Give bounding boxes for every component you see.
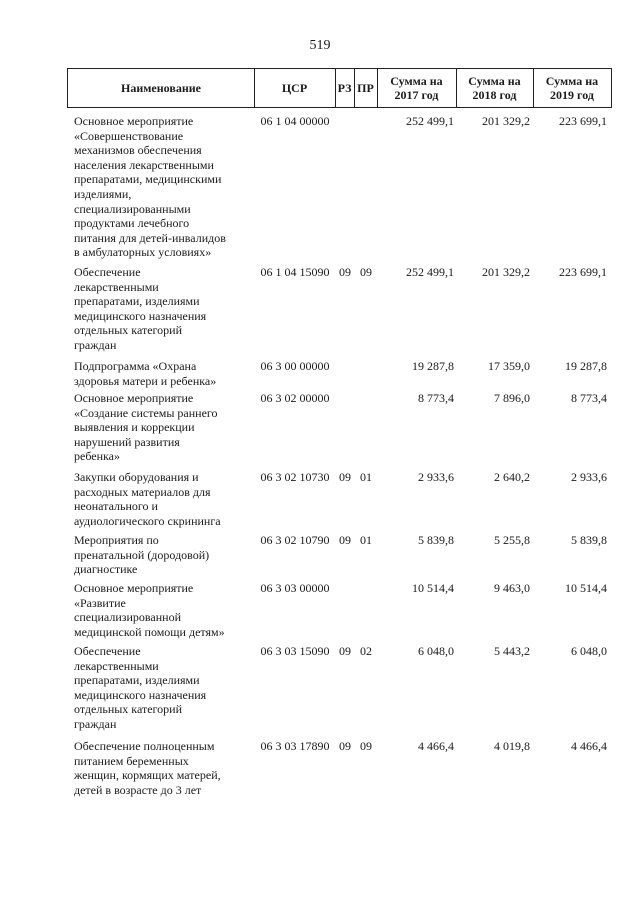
row-sum-2017: 252 499,1 bbox=[406, 265, 454, 279]
row-name: Мероприятия по пренатальной (дородовой) диагностике bbox=[74, 533, 210, 577]
row-csr: 06 3 03 15090 bbox=[260, 644, 330, 658]
row-rz: 09 bbox=[339, 265, 351, 279]
row-csr: 06 3 03 17890 bbox=[260, 739, 330, 753]
row-sum-2019: 8 773,4 bbox=[571, 391, 607, 405]
row-pr: 01 bbox=[360, 533, 372, 547]
row-sum-2017: 252 499,1 bbox=[406, 114, 454, 128]
row-name: Подпрограмма «Охрана здоровья матери и ребенка» bbox=[74, 359, 217, 388]
header-pr: ПР bbox=[354, 68, 378, 108]
header-sum-2018: Сумма на 2018 год bbox=[456, 68, 534, 108]
row-sum-2018: 2 640,2 bbox=[494, 470, 530, 484]
row-csr: 06 3 02 10730 bbox=[260, 470, 330, 484]
header-csr: ЦСР bbox=[254, 68, 336, 108]
row-name: Обеспечение полноценным питанием беременных женщин, кормящих матерей, детей в возрасте до 3 лет bbox=[74, 739, 221, 797]
row-sum-2017: 10 514,4 bbox=[412, 581, 454, 595]
row-csr: 06 3 03 00000 bbox=[260, 581, 330, 595]
row-sum-2018: 7 896,0 bbox=[494, 391, 530, 405]
header-name: Наименование bbox=[67, 68, 255, 108]
row-sum-2019: 223 699,1 bbox=[559, 265, 607, 279]
row-name: Обеспечение лекарственными препаратами, изделиями медицинского назначения отдельных категорий граждан bbox=[74, 644, 207, 731]
row-sum-2019: 10 514,4 bbox=[565, 581, 607, 595]
row-csr: 06 3 02 00000 bbox=[260, 391, 330, 405]
row-sum-2019: 223 699,1 bbox=[559, 114, 607, 128]
row-pr: 09 bbox=[360, 739, 372, 753]
row-pr: 09 bbox=[360, 265, 372, 279]
row-sum-2019: 19 287,8 bbox=[565, 359, 607, 373]
row-sum-2019: 2 933,6 bbox=[571, 470, 607, 484]
row-name: Основное мероприятие «Создание системы раннего выявления и коррекции нарушений развития ребенка» bbox=[74, 391, 218, 464]
row-csr: 06 1 04 00000 bbox=[260, 114, 330, 128]
row-csr: 06 3 02 10790 bbox=[260, 533, 330, 547]
row-sum-2017: 8 773,4 bbox=[418, 391, 454, 405]
row-rz: 09 bbox=[339, 644, 351, 658]
row-rz: 09 bbox=[339, 739, 351, 753]
row-pr: 02 bbox=[360, 644, 372, 658]
row-sum-2018: 201 329,2 bbox=[482, 265, 530, 279]
row-rz: 09 bbox=[339, 533, 351, 547]
row-sum-2018: 201 329,2 bbox=[482, 114, 530, 128]
row-sum-2017: 5 839,8 bbox=[418, 533, 454, 547]
row-sum-2018: 5 255,8 bbox=[494, 533, 530, 547]
row-sum-2018: 9 463,0 bbox=[494, 581, 530, 595]
row-csr: 06 1 04 15090 bbox=[260, 265, 330, 279]
row-name: Основное мероприятие «Развитие специализированной медицинской помощи детям» bbox=[74, 581, 225, 639]
row-pr: 01 bbox=[360, 470, 372, 484]
row-sum-2019: 6 048,0 bbox=[571, 644, 607, 658]
row-sum-2018: 5 443,2 bbox=[494, 644, 530, 658]
row-rz: 09 bbox=[339, 470, 351, 484]
page-number: 519 bbox=[309, 38, 331, 53]
row-csr: 06 3 00 00000 bbox=[260, 359, 330, 373]
header-rz: РЗ bbox=[335, 68, 355, 108]
row-sum-2019: 4 466,4 bbox=[571, 739, 607, 753]
header-sum-2017: Сумма на 2017 год bbox=[377, 68, 457, 108]
row-sum-2017: 6 048,0 bbox=[418, 644, 454, 658]
row-sum-2018: 17 359,0 bbox=[488, 359, 530, 373]
row-sum-2017: 2 933,6 bbox=[418, 470, 454, 484]
row-sum-2017: 19 287,8 bbox=[412, 359, 454, 373]
header-sum-2019: Сумма на 2019 год bbox=[533, 68, 612, 108]
row-sum-2017: 4 466,4 bbox=[418, 739, 454, 753]
row-sum-2019: 5 839,8 bbox=[571, 533, 607, 547]
row-name: Закупки оборудования и расходных материалов для неонатального и аудиологического скрининга bbox=[74, 470, 221, 528]
row-sum-2018: 4 019,8 bbox=[494, 739, 530, 753]
row-name: Основное мероприятие «Совершенствование механизмов обеспечения населения лекарственными препаратами, медицинскими изделиями, специализированными продуктами лечебного питания для детей-инвалидов в амбулаторных условиях» bbox=[74, 114, 226, 260]
row-name: Обеспечение лекарственными препаратами, изделиями медицинского назначения отдельных категорий граждан bbox=[74, 265, 207, 352]
